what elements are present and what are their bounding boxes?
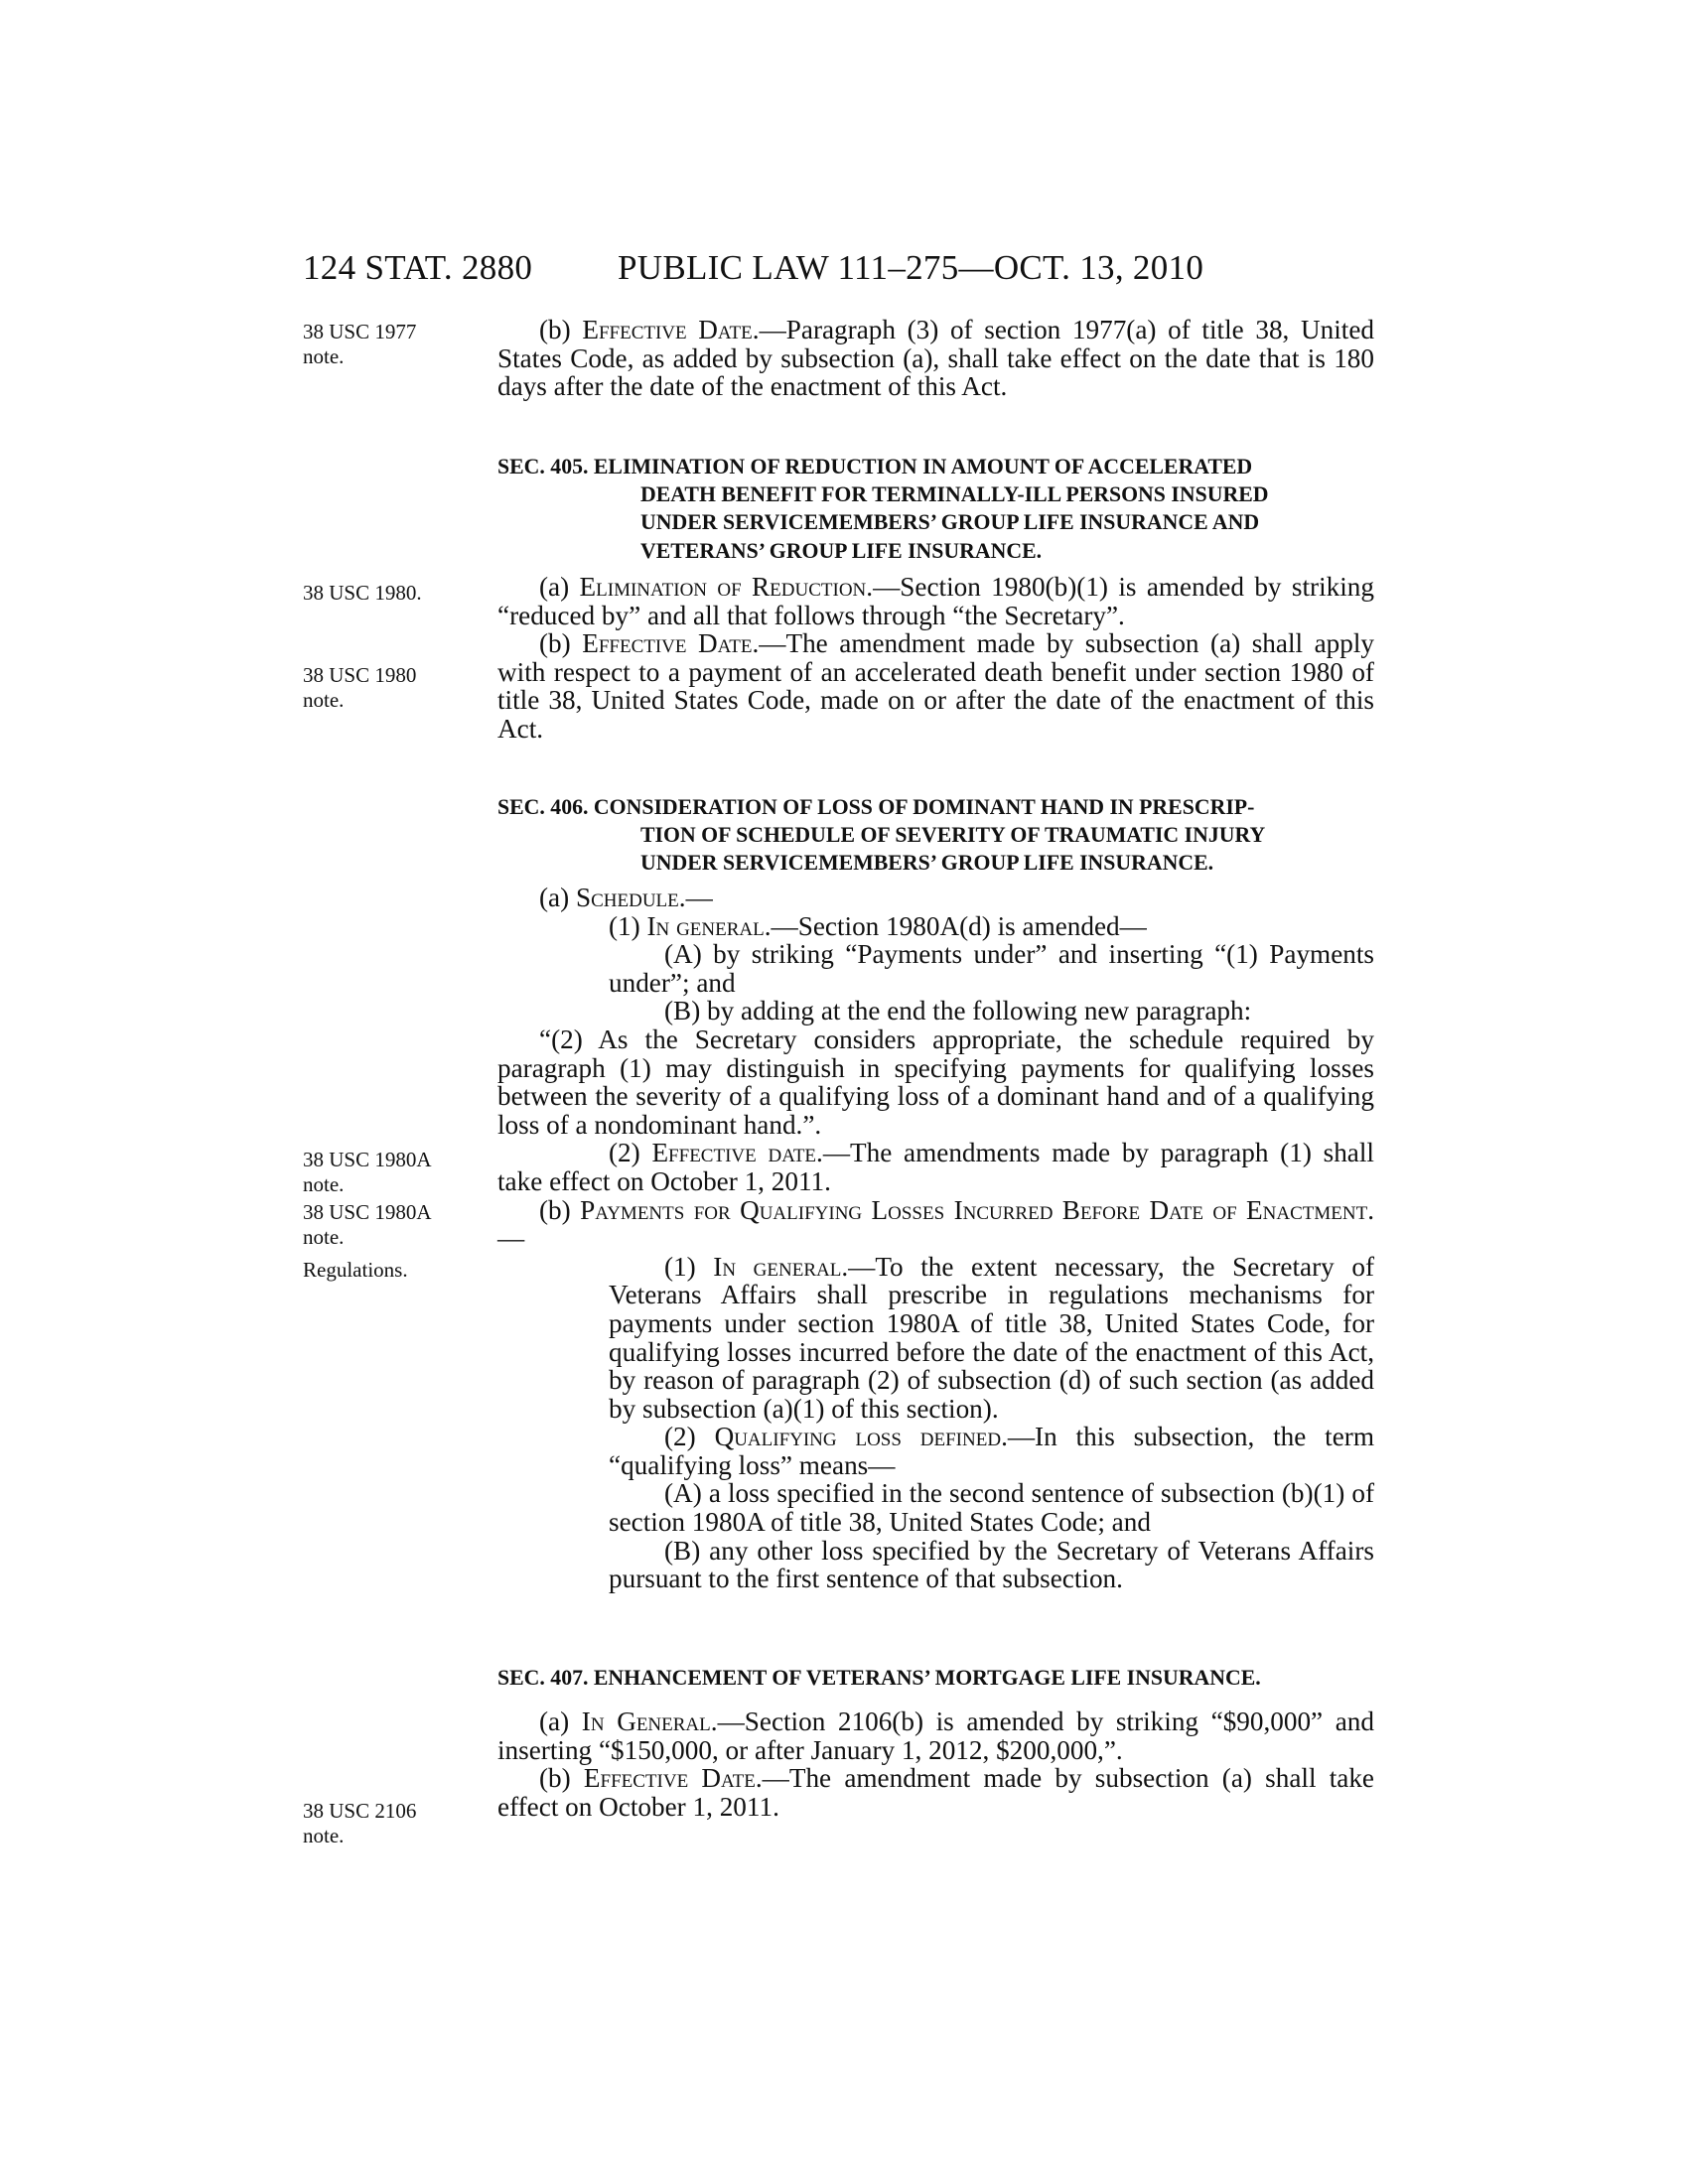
paragraph-heading: Effective date (651, 1138, 817, 1168)
sec405-subsection-b: (b) Effective Date.—The amendment made by subsection (a) shall apply with respect to a payment of an accelerated death benefit under section 1980 of title 38, United States Code, made on or after the date of the enactment of this Act. (497, 628, 1374, 744)
sec407-subsection-a: (a) In General.—Section 2106(b) is amended by striking “$90,000” and inserting “$150,000, or after January 1, 2012, $200,000,”. (497, 1706, 1374, 1765)
sec405-subsection-a: (a) Elimination of Reduction.—Section 1980(b)(1) is amended by striking “reduced by” and all that follows through “the Secretary”. (497, 572, 1374, 630)
paragraph-heading: Qualifying loss defined (714, 1422, 1002, 1452)
sec406-quoted-paragraph: “(2) As the Secretary considers appropriate, the schedule required by paragraph (1) may distinguish in specifying payments for qualifying losses between the severity of a qualifying loss of a dominant hand and of a qualifying loss of a nondominant hand.”. (497, 1024, 1374, 1140)
sec407-subsection-b: (b) Effective Date.—The amendment made by subsection (a) shall take effect on October 1, 2011. (497, 1763, 1374, 1822)
sec406-clause-a-A: (A) by striking “Payments under” and inserting “(1) Payments under”; and (609, 939, 1374, 998)
margin-note-line: note. (303, 1824, 345, 1847)
margin-note-line: note. (303, 688, 345, 712)
section-406-body (497, 884, 1374, 1593)
margin-note-1980-note (303, 663, 442, 713)
paragraph-heading: In general (646, 910, 765, 941)
margin-note-2106 (303, 1799, 442, 1848)
margin-note-line: 38 USC 2106 (303, 1799, 417, 1823)
section-405-body (497, 573, 1374, 744)
sec406-paragraph-b1: (1) In general.—To the extent necessary, the Secretary of Veterans Affairs shall prescribe in regulations mechanisms for payments under section 1980A of title 38, United States Code, for qualifying losses incurred before the date of the enactment of this Act, by reason of paragraph (2) of subsection (d) of such section (as added by subsection (a)(1) of this section). (609, 1251, 1375, 1424)
paragraph-heading: Elimination of Reduction (579, 572, 867, 602)
section-407-heading: SEC. 407. ENHANCEMENT OF VETERANS’ MORTGAGE LIFE INSURANCE. (497, 1666, 1261, 1690)
margin-note-1977 (303, 320, 442, 369)
margin-note-line: 38 USC 1980A (303, 1148, 432, 1171)
sec406-clause-b-B: (B) any other loss specified by the Secretary of Veterans Affairs pursuant to the first sentence of that subsection. (609, 1535, 1374, 1594)
paragraph-heading: Payments for Qualifying Losses Incurred Before Date of Enactment (580, 1194, 1368, 1225)
sec406-paragraph-a1: (1) In general.—Section 1980A(d) is amended— (609, 910, 1147, 941)
margin-note-1980a-a (303, 1148, 442, 1197)
paragraph-heading: In general (713, 1251, 842, 1282)
paragraph-heading: Effective Date (582, 628, 753, 659)
margin-note-line: note. (303, 1225, 345, 1249)
margin-note-line: 38 USC 1977 (303, 320, 417, 343)
paragraph-heading: In General (581, 1706, 711, 1736)
sec406-clause-b-A: (A) a loss specified in the second sentence of subsection (b)(1) of section 1980A of title 38, United States Code; and (609, 1478, 1374, 1538)
margin-note-line: 38 USC 1980A (303, 1200, 432, 1224)
section-407-body (497, 1707, 1374, 1821)
margin-note-line: note. (303, 344, 345, 368)
margin-note-1980a-b (303, 1200, 442, 1250)
effective-date-1977-paragraph: (b) Effective Date.—Paragraph (3) of section 1977(a) of title 38, United States Code, as added by subsection (a), shall take effect on the date that is 180 days after the date of the enactment of this Act. (497, 315, 1375, 402)
margin-note-line: note. (303, 1172, 345, 1196)
section-406-heading: SEC. 406. CONSIDERATION OF LOSS OF DOMINANT HAND IN PRESCRIP- TION OF SCHEDULE OF SEVERITY OF TRAUMATIC INJURY UNDER SERVICEMEMBERS’ GROUP LIFE INSURANCE. (497, 795, 1266, 876)
sec406-subsection-a: (a) Schedule.— (539, 883, 713, 912)
section-405-heading: SEC. 405. ELIMINATION OF REDUCTION IN AMOUNT OF ACCELERATED DEATH BENEFIT FOR TERMINALLY-ILL PERSONS INSURED UNDER SERVICEMEMBERS’ GROUP LIFE INSURANCE AND VETERANS’ GROUP LIFE INSURANCE. (497, 455, 1269, 563)
margin-note-line: Regulations. (303, 1258, 408, 1282)
public-law-header: PUBLIC LAW 111–275—OCT. 13, 2010 (618, 248, 1204, 287)
paragraph-heading: Effective Date (582, 315, 753, 344)
sec406-paragraph-a2: (2) Effective date.—The amendments made by paragraph (1) shall take effect on October 1, 2011. (497, 1138, 1374, 1196)
statute-page-ref: 124 STAT. 2880 (303, 248, 533, 287)
sec406-paragraph-b2: (2) Qualifying loss defined.—In this subsection, the term “qualifying loss” means— (609, 1422, 1374, 1480)
sec406-subsection-b: (b) Payments for Qualifying Losses Incurred Before Date of Enactment.— (497, 1194, 1375, 1254)
margin-note-line: 38 USC 1980. (303, 581, 422, 605)
paragraph-heading: Effective Date (583, 1763, 756, 1794)
margin-note-1980 (303, 581, 442, 606)
margin-note-regulations (303, 1258, 442, 1283)
paragraph-heading: Schedule (575, 883, 679, 912)
margin-note-line: 38 USC 1980 (303, 663, 417, 687)
sec406-clause-a-B: (B) by adding at the end the following new paragraph: (664, 996, 1252, 1026)
